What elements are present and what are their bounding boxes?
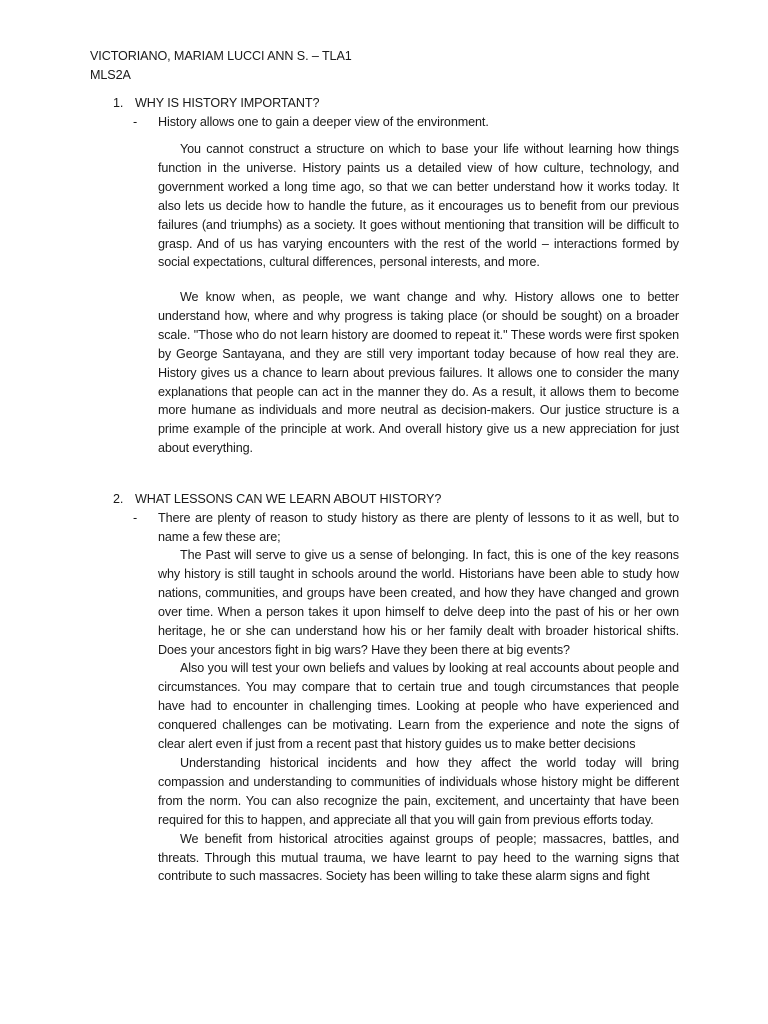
question-2-title: WHAT LESSONS CAN WE LEARN ABOUT HISTORY?: [135, 492, 442, 506]
question-1-bullet: [133, 113, 679, 132]
paragraph-text: We know when, as people, we want change and why. History allows one to better understand how, where and why progress is taking place (or should be sought) on a broader scale. "Those who do not learn history are doomed to repeat it." These words were first spoken by George Santayana, and they are still very important today because of how real they are. History gives us a chance to learn about previous failures. It allows one to consider the many explanations that people can act in the manner they do. As a result, it allows them to become more humane as individuals and more neutral as decision-makers. Our justice structure is a prime example of the principle at work. And overall history give us a new appreciation for just about everything.: [158, 290, 679, 456]
lesson-paragraph: Understanding historical incidents and how they affect the world today will bring compassion and understanding to communities of individuals whose history might be different from the norm. You can also recognize the pain, excitement, and uncertainty that have been required for this to happen, and appreciate all that you will gain from previous efforts today.: [158, 755, 679, 827]
lesson-paragraph: We benefit from historical atrocities against groups of people; massacres, battles, and threats. Through this mutual trauma, we have learnt to pay heed to the warning signs that contribute to such massacres. Society has been willing to take these alarm signs and fight: [158, 831, 679, 884]
lesson-paragraph: Also you will test your own beliefs and values by looking at real accounts about people and circumstances. You may compare that to certain true and tough circumstances that people have had to encounter in challenging times. Looking at people who have experienced and conquered challenges can be motivating. Learn from the experience and note the signs of clear alert even if just from a recent past that history guides us to make better decisions: [158, 661, 679, 752]
class-line: MLS2A: [90, 68, 131, 82]
question-1-paragraph-1: [158, 140, 679, 272]
question-2-body: [158, 546, 679, 886]
question-2-bullet: [133, 509, 679, 547]
bullet-dash: -: [133, 115, 138, 129]
lesson-paragraph: The Past will serve to give us a sense of belonging. In fact, this is one of the key reasons why history is still taught in schools around the world. Historians have been able to study how nations, communities, and groups have been created, and how they have changed and grown over time. When a person takes it upon himself to delve deep into the past of his or her own heritage, he or she can understand how his or her family dealt with broader historical shifts. Does your ancestors fight in big wars? Have they been there at big events?: [158, 548, 679, 657]
author-line: VICTORIANO, MARIAM LUCCI ANN S. – TLA1: [90, 49, 352, 63]
bullet-dash: -: [133, 511, 138, 525]
question-1-heading: [113, 94, 319, 113]
question-2-number: 2.: [113, 492, 124, 506]
question-1-number: 1.: [113, 96, 124, 110]
question-1-title: WHY IS HISTORY IMPORTANT?: [135, 96, 320, 110]
question-2-heading: [113, 490, 441, 509]
question-2-bullet-text: There are plenty of reason to study history as there are plenty of lessons to it as well, but to name a few these are;: [158, 511, 679, 544]
paragraph-text: You cannot construct a structure on which to base your life without learning how things function in the universe. History paints us a detailed view of how culture, technology, and government worked a long time ago, so that we can better understand how it works today. It also lets us decide how to handle the future, as it encourages us to benefit from our previous failures (and triumphs) as a society. It goes without mentioning that transition will be difficult to grasp. And of us has varying encounters with the rest of the world – interactions formed by social expectations, cultural differences, personal interests, and more.: [158, 142, 679, 270]
question-1-paragraph-2: [158, 288, 679, 458]
question-1-bullet-text: History allows one to gain a deeper view of the environment.: [158, 115, 489, 129]
